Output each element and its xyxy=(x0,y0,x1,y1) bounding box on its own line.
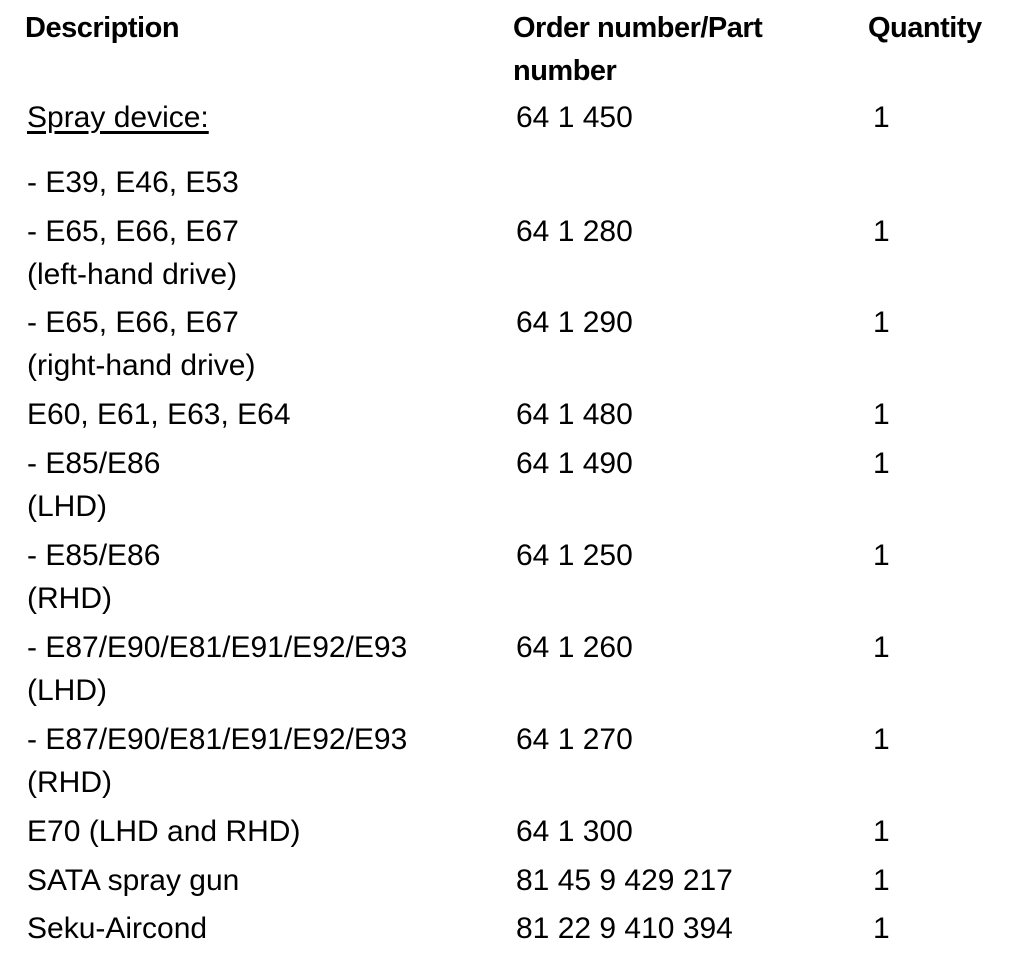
header-order-number-line2: number xyxy=(513,55,617,87)
table-row-6-order: 64 1 250 xyxy=(516,539,633,572)
table-row-8-order: 64 1 270 xyxy=(516,723,633,756)
table-row-3-order: 64 1 290 xyxy=(516,306,633,339)
table-row-6-description-line2: (RHD) xyxy=(27,582,112,615)
header-order-number xyxy=(513,7,762,93)
table-row-9-order: 64 1 300 xyxy=(516,815,633,848)
table-row-2-description-line1: - E65, E66, E67 xyxy=(27,215,239,248)
section-heading-spray-device: Spray device: xyxy=(27,101,209,134)
table-row-7-description-line1: - E87/E90/E81/E91/E92/E93 xyxy=(27,631,408,664)
table-row-5-description-line2: (LHD) xyxy=(27,490,107,523)
table-row-9-quantity: 1 xyxy=(873,815,890,848)
table-row-8-description xyxy=(27,718,407,804)
table-row-2-description xyxy=(27,210,239,296)
table-row-8-description-line1: - E87/E90/E81/E91/E92/E93 xyxy=(27,723,408,756)
table-row-7-description xyxy=(27,626,407,712)
table-row-0-quantity: 1 xyxy=(873,101,890,134)
table-row-9-description: E70 (LHD and RHD) xyxy=(27,815,301,848)
table-row-4-order: 64 1 480 xyxy=(516,398,633,431)
table-row-3-description-line1: - E65, E66, E67 xyxy=(27,306,239,339)
header-quantity: Quantity xyxy=(868,12,982,44)
table-row-6-description-line1: - E85/E86 xyxy=(27,539,161,572)
table-row-10-quantity: 1 xyxy=(873,864,890,897)
table-row-7-description-line2: (LHD) xyxy=(27,674,107,707)
table-row-5-description-line1: - E85/E86 xyxy=(27,447,161,480)
table-row-5-description xyxy=(27,442,160,528)
table-row-2-quantity: 1 xyxy=(873,215,890,248)
table-row-2-description-line2: (left-hand drive) xyxy=(27,258,238,291)
table-row-11-quantity: 1 xyxy=(873,912,890,945)
table-row-8-description-line2: (RHD) xyxy=(27,766,112,799)
header-description: Description xyxy=(25,12,180,44)
table-row-3-description xyxy=(27,301,255,387)
table-row-3-quantity: 1 xyxy=(873,306,890,339)
table-row-3-description-line2: (right-hand drive) xyxy=(27,349,256,382)
table-row-4-quantity: 1 xyxy=(873,398,890,431)
table-row-0-description xyxy=(27,96,209,139)
header-order-number-line1: Order number/Part xyxy=(513,12,763,44)
table-row-5-order: 64 1 490 xyxy=(516,447,633,480)
table-row-6-quantity: 1 xyxy=(873,539,890,572)
table-row-0-order: 64 1 450 xyxy=(516,101,633,134)
table-row-8-quantity: 1 xyxy=(873,723,890,756)
table-row-11-order: 81 22 9 410 394 xyxy=(516,912,733,945)
table-row-7-order: 64 1 260 xyxy=(516,631,633,664)
table-row-10-order: 81 45 9 429 217 xyxy=(516,864,733,897)
table-row-6-description xyxy=(27,534,160,620)
table-row-11-description: Seku-Aircond xyxy=(27,912,208,945)
table-row-4-description: E60, E61, E63, E64 xyxy=(27,398,291,431)
table-row-10-description: SATA spray gun xyxy=(27,864,240,897)
table-row-1-description: - E39, E46, E53 xyxy=(27,166,239,199)
table-row-7-quantity: 1 xyxy=(873,631,890,664)
table-row-5-quantity: 1 xyxy=(873,447,890,480)
table-row-2-order: 64 1 280 xyxy=(516,215,633,248)
